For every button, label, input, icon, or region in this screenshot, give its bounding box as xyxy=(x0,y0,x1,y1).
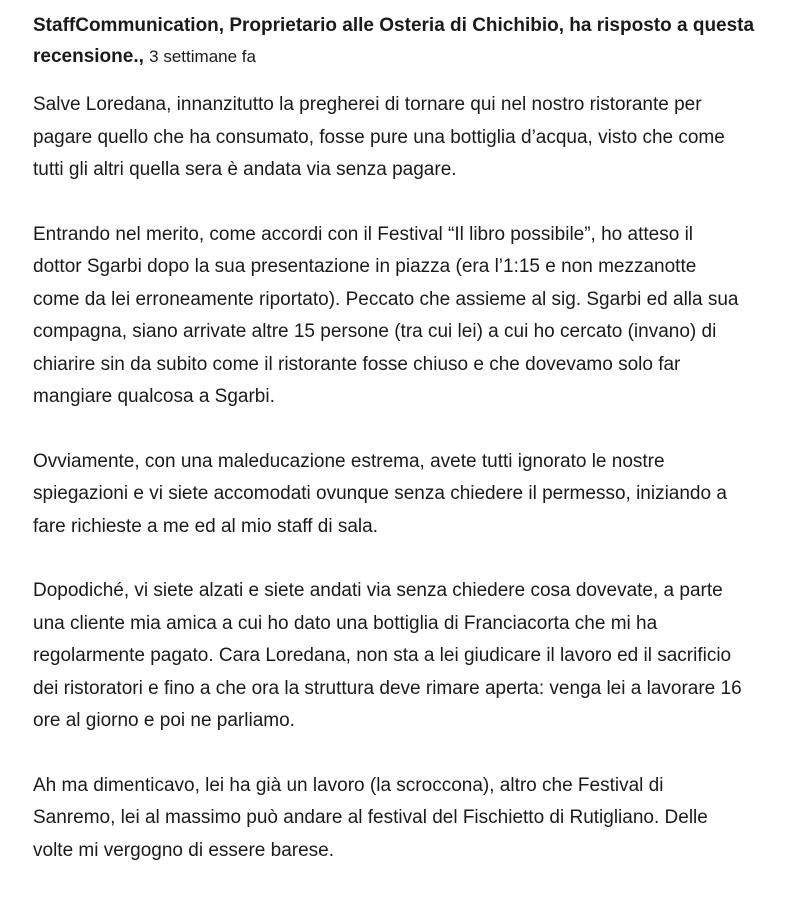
response-header xyxy=(33,10,788,72)
paragraph-line: Sanremo, lei al massimo può andare al festival del Fischietto di Rutigliano. Delle xyxy=(33,807,708,828)
paragraph-line: Ah ma dimenticavo, lei ha già un lavoro (la scroccona), altro che Festival di xyxy=(33,774,664,796)
paragraph-line: regolarmente pagato. Cara Loredana, non sta a lei giudicare il lavoro ed il sacrificio xyxy=(33,645,732,666)
paragraph-line: chiarire sin da subito come il ristorante fosse chiuso e che dovevamo solo far xyxy=(33,353,681,375)
paragraph-line: compagna, siano arrivate altre 15 persone (tra cui lei) a cui ho cercato (invano) di xyxy=(33,321,717,342)
paragraph-line: mangiare qualcosa a Sgarbi. xyxy=(33,386,275,407)
owner-response xyxy=(33,10,788,899)
paragraph-line: volte mi vergogno di essere barese. xyxy=(33,839,334,861)
response-body xyxy=(33,89,788,867)
paragraph-line: tutti gli altri quella sera è andata via senza pagare. xyxy=(33,159,457,180)
paragraph-line: Entrando nel merito, come accordi con il Festival “Il libro possibile”, ho atteso il xyxy=(33,223,694,245)
response-paragraph xyxy=(33,89,788,187)
response-paragraph xyxy=(33,446,788,544)
paragraph-line: come da lei erroneamente riportato). Peccato che assieme al sig. Sgarbi ed alla sua xyxy=(33,288,739,310)
response-paragraph xyxy=(33,770,788,868)
paragraph-line: una cliente mia amica a cui ho dato una bottiglia di Franciacorta che mi ha xyxy=(33,612,658,634)
paragraph-line: ore al giorno e poi ne parliamo. xyxy=(33,710,295,731)
paragraph-line: Dopodiché, vi siete alzati e siete andati via senza chiedere cosa dovevate, a parte xyxy=(33,580,723,601)
paragraph-line: Ovviamente, con una maleducazione estrema, avete tutti ignorato le nostre xyxy=(33,450,665,472)
response-time: 3 settimane fa xyxy=(149,47,256,66)
response-paragraph xyxy=(33,219,788,414)
response-paragraph xyxy=(33,575,788,738)
paragraph-line: dottor Sgarbi dopo la sua presentazione in piazza (era l’1:15 e non mezzanotte xyxy=(33,256,697,277)
paragraph-line: dei ristoratori e fino a che ora la struttura deve rimare aperta: venga lei a lavorare 16 xyxy=(33,677,742,699)
paragraph-line: fare richieste a me ed al mio staff di sala. xyxy=(33,515,378,537)
paragraph-line: spiegazioni e vi siete accomodati ovunque senza chiedere il permesso, iniziando a xyxy=(33,483,727,504)
response-author: StaffCommunication, Proprietario alle Osteria di Chichibio, ha risposto a questa recensione., xyxy=(33,15,755,67)
paragraph-line: Salve Loredana, innanzitutto la pregherei di tornare qui nel nostro ristorante per xyxy=(33,94,702,115)
paragraph-line: pagare quello che ha consumato, fosse pure una bottiglia d’acqua, visto che come xyxy=(33,126,725,148)
